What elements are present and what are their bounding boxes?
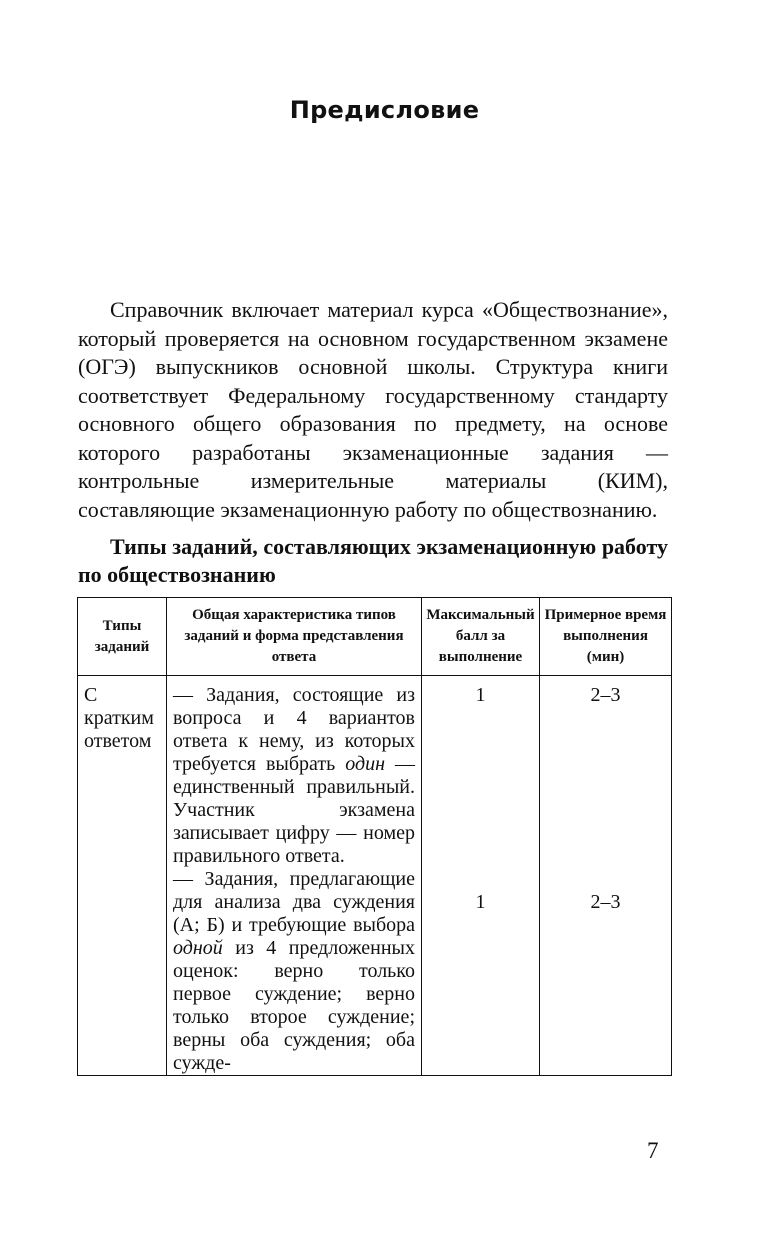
header-description: Общая характеристика типов заданий и форма представления ответа	[167, 598, 422, 676]
description-item-2: — Задания, предлагающие для анализа два суждения (А; Б) и требующие выбора одной из 4 предложенных оценок: верно только первое суждение; верно только второе суждение; верны оба суждения; оба сужде-	[173, 868, 415, 1074]
max-score-value-2: 1	[475, 891, 486, 913]
emphasis-text: одной	[173, 937, 223, 959]
table-caption: Типы заданий, составляющих экзаменационную работу по обществознанию	[78, 534, 668, 587]
header-max-score: Максимальный балл за выполнение	[422, 598, 540, 676]
emphasis-text: один	[345, 753, 385, 775]
page-title: Предисловие	[289, 96, 480, 124]
max-score-cell	[422, 676, 540, 1076]
header-task-types: Типы заданий	[78, 598, 167, 676]
table-row	[78, 676, 672, 1076]
intro-paragraph: Справочник включает материал курса «Обществознание», который проверяется на основном государственном экзамене (ОГЭ) выпускников основной школы. Структура книги соответствует Федеральному государственному стандарту основного общего образования по предмету, на основе которого разработаны экзаменационные задания — контрольные измерительные материалы (КИМ), составляющие экзаменационную работу по обществознанию.	[78, 297, 668, 522]
description-cell	[167, 676, 422, 1076]
task-type-label: С кратким ответом	[84, 684, 154, 752]
max-score-value-1: 1	[475, 684, 486, 706]
exam-task-types-table	[77, 597, 672, 1076]
time-value-1: 2–3	[590, 684, 621, 706]
description-item-1: — Задания, состоящие из вопроса и 4 вариантов ответа к нему, из которых требуется выбрать один — единственный правильный. Участник экзамена записывает цифру — номер правильного ответа.	[173, 684, 415, 867]
header-time: Примерное время выполнения (мин)	[540, 598, 672, 676]
page-number: 7	[647, 1138, 659, 1163]
task-type-cell	[78, 676, 167, 1076]
table-header-row	[78, 598, 672, 676]
time-cell	[540, 676, 672, 1076]
time-value-2: 2–3	[590, 891, 621, 913]
